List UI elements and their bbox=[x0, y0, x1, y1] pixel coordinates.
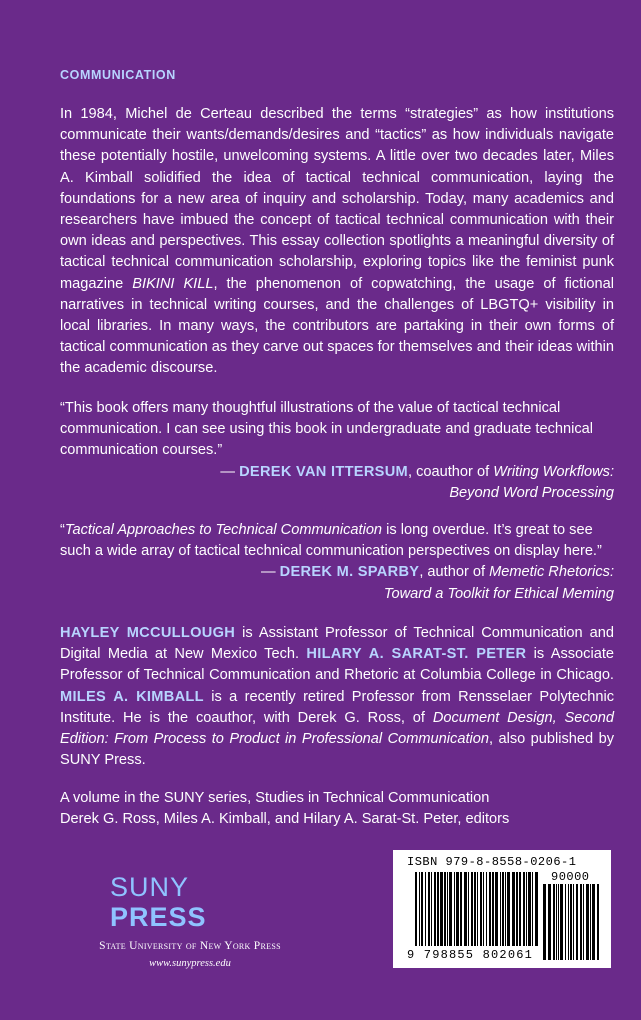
series-line-1: A volume in the SUNY series, Studies in Technical Communication bbox=[60, 790, 490, 806]
endorsement-1-work-line2 bbox=[60, 483, 614, 504]
description-text: In 1984, Michel de Certeau described the terms “strategies” as how institutions communicate their wants/demands/desires and “tactics” as how individuals navigate these potentially hostile, unwelcoming systems. A little over two decades later, Miles A. Kimball solidified the idea of tactical technical communication, laying the foundations for a new area of inquiry and scholarship. Today, many academics and researchers have imbued the concept of tactical technical communication with their own ideas and perspectives. This essay collection spotlights a meaningful diversity of tactical technical communication scholarship, exploring topics like the feminist punk magazine bbox=[60, 106, 614, 292]
barcode-bar bbox=[419, 872, 420, 946]
book-description bbox=[60, 104, 614, 380]
barcode-bar bbox=[580, 884, 582, 960]
barcode-bar bbox=[505, 872, 506, 946]
barcode-addon-price: 90000 bbox=[551, 870, 590, 884]
barcode-bar bbox=[523, 872, 525, 946]
isbn-number: ISBN 979-8-8558-0206-1 bbox=[407, 855, 577, 869]
barcode-bar bbox=[507, 872, 510, 946]
barcode-bar bbox=[444, 872, 446, 946]
barcode-bar bbox=[512, 872, 515, 946]
isbn-barcode bbox=[393, 850, 611, 968]
barcode-bar bbox=[583, 884, 584, 960]
barcode-bar bbox=[440, 872, 443, 946]
dash: — bbox=[261, 564, 280, 581]
author-name-2: HILARY A. SARAT-ST. PETER bbox=[306, 646, 527, 663]
barcode-bar bbox=[543, 884, 546, 960]
barcode-bar bbox=[526, 872, 527, 946]
description-italic: BIKINI KILL bbox=[132, 275, 214, 292]
description-text-end: , the phenomenon of copwatching, the usage of fictional narratives in technical writing courses, and the challenges of LBGTQ+ visibility in local libraries. In many ways, the contributors are partaking in their own forms of tactical communication as they carve out spaces for themselves and their ideas within the academic discourse. bbox=[60, 275, 614, 377]
barcode-bar bbox=[449, 872, 452, 946]
barcode-bar bbox=[535, 872, 538, 946]
barcode-bar bbox=[560, 884, 563, 960]
bio-text-4: , also published by SUNY Press. bbox=[60, 731, 614, 769]
barcode-bar bbox=[558, 884, 559, 960]
publisher-url: www.sunypress.edu bbox=[149, 958, 231, 969]
endorser-work-cont: Toward a Toolkit for Ethical Meming bbox=[383, 585, 614, 602]
barcode-bar bbox=[576, 884, 578, 960]
barcode-bar bbox=[460, 872, 462, 946]
endorsement-2-text bbox=[60, 520, 614, 562]
bio-text-1: is Assistant Professor of Technical Communication and Digital Media at New Mexico Tech. bbox=[60, 625, 614, 663]
barcode-bar bbox=[492, 872, 494, 946]
barcode-bar bbox=[590, 884, 591, 960]
bio-book-title: Document Design, Second Edition: From Process to Product in Professional Communication bbox=[60, 709, 614, 748]
barcode-bar bbox=[516, 872, 518, 946]
endorsement-1-attribution bbox=[60, 462, 614, 483]
barcode-bar bbox=[573, 884, 574, 960]
barcode-bar bbox=[474, 872, 476, 946]
barcode-bar bbox=[456, 872, 459, 946]
bio-text-3: is a recently retired Professor from Rensselaer Polytechnic Institute. He is the coauthor, with Derek G. Ross, of bbox=[60, 688, 614, 726]
endorser-work: Memetic Rhetorics: bbox=[489, 564, 614, 581]
author-name-1: HAYLEY MCCULLOUGH bbox=[60, 625, 236, 641]
barcode-bar bbox=[556, 884, 557, 960]
barcode-bar bbox=[570, 884, 572, 960]
barcode-bar bbox=[500, 872, 501, 946]
barcode-bar bbox=[592, 884, 595, 960]
barcode-bar bbox=[486, 872, 487, 946]
category-label: COMMUNICATION bbox=[60, 68, 176, 82]
barcode-bar bbox=[502, 872, 504, 946]
barcode-bar bbox=[480, 872, 482, 946]
barcode-bar bbox=[528, 872, 531, 946]
barcode-bar bbox=[464, 872, 467, 946]
barcode-bar bbox=[532, 872, 533, 946]
barcode-bar bbox=[483, 872, 484, 946]
endorser-role: , coauthor of bbox=[408, 463, 494, 480]
barcode-bar bbox=[489, 872, 491, 946]
barcode-bar bbox=[597, 884, 599, 960]
barcode-bar bbox=[437, 872, 439, 946]
barcode-bar bbox=[428, 872, 430, 946]
endorsement-2-attribution bbox=[60, 562, 614, 583]
barcode-bar bbox=[447, 872, 448, 946]
endorsement-1-text: “This book offers many thoughtful illustrations of the value of tactical technical communication. I can see using this book in undergraduate and graduate technical communication courses.” bbox=[60, 400, 594, 459]
endorsement-2 bbox=[60, 520, 614, 605]
barcode-bar bbox=[553, 884, 555, 960]
quoted-title: Tactical Approaches to Technical Communication bbox=[64, 522, 383, 538]
barcode-bar bbox=[471, 872, 473, 946]
endorser-work: Writing Workflows: bbox=[493, 463, 614, 480]
barcode-bar bbox=[519, 872, 521, 946]
barcode-bar bbox=[421, 872, 423, 946]
endorser-work-cont: Beyond Word Processing bbox=[449, 484, 614, 501]
barcode-bar bbox=[454, 872, 455, 946]
barcode-bar bbox=[425, 872, 426, 946]
endorser-role: , author of bbox=[419, 564, 490, 581]
series-line-2: Derek G. Ross, Miles A. Kimball, and Hilary A. Sarat-St. Peter, editors bbox=[60, 811, 510, 828]
barcode-bar bbox=[565, 884, 566, 960]
endorser-name: DEREK VAN ITTERSUM bbox=[239, 463, 408, 480]
endorsement-2-work-line2 bbox=[60, 584, 614, 605]
quote-body: is long overdue. It’s great to see such a wide array of tactical technical communication perspectives on display here.” bbox=[60, 522, 602, 560]
dash: — bbox=[220, 463, 240, 480]
logo-press: PRESS bbox=[110, 902, 207, 932]
barcode-bar bbox=[586, 884, 589, 960]
barcode-bar bbox=[434, 872, 436, 946]
endorser-name: DEREK M. SPARBY bbox=[279, 564, 420, 581]
logo-suny: SUNY bbox=[110, 872, 190, 902]
barcode-bar bbox=[548, 884, 551, 960]
publisher-name: State University of New York Press bbox=[99, 940, 281, 952]
barcode-bar bbox=[568, 884, 569, 960]
barcode-digits: 9 798855 802061 bbox=[407, 948, 534, 962]
bio-text-2: is Associate Professor of Technical Communication and Rhetoric at Columbia College in Chicago. bbox=[60, 646, 614, 684]
author-bios bbox=[60, 623, 614, 771]
barcode-bar bbox=[477, 872, 478, 946]
barcode-bar bbox=[495, 872, 498, 946]
endorsement-1 bbox=[60, 398, 614, 504]
barcode-bar bbox=[468, 872, 469, 946]
author-name-3: MILES A. KIMBALL bbox=[60, 688, 204, 705]
barcode-bar bbox=[431, 872, 432, 946]
quote-open: “ bbox=[60, 522, 65, 538]
series-info bbox=[60, 788, 614, 830]
barcode-bar bbox=[415, 872, 417, 946]
